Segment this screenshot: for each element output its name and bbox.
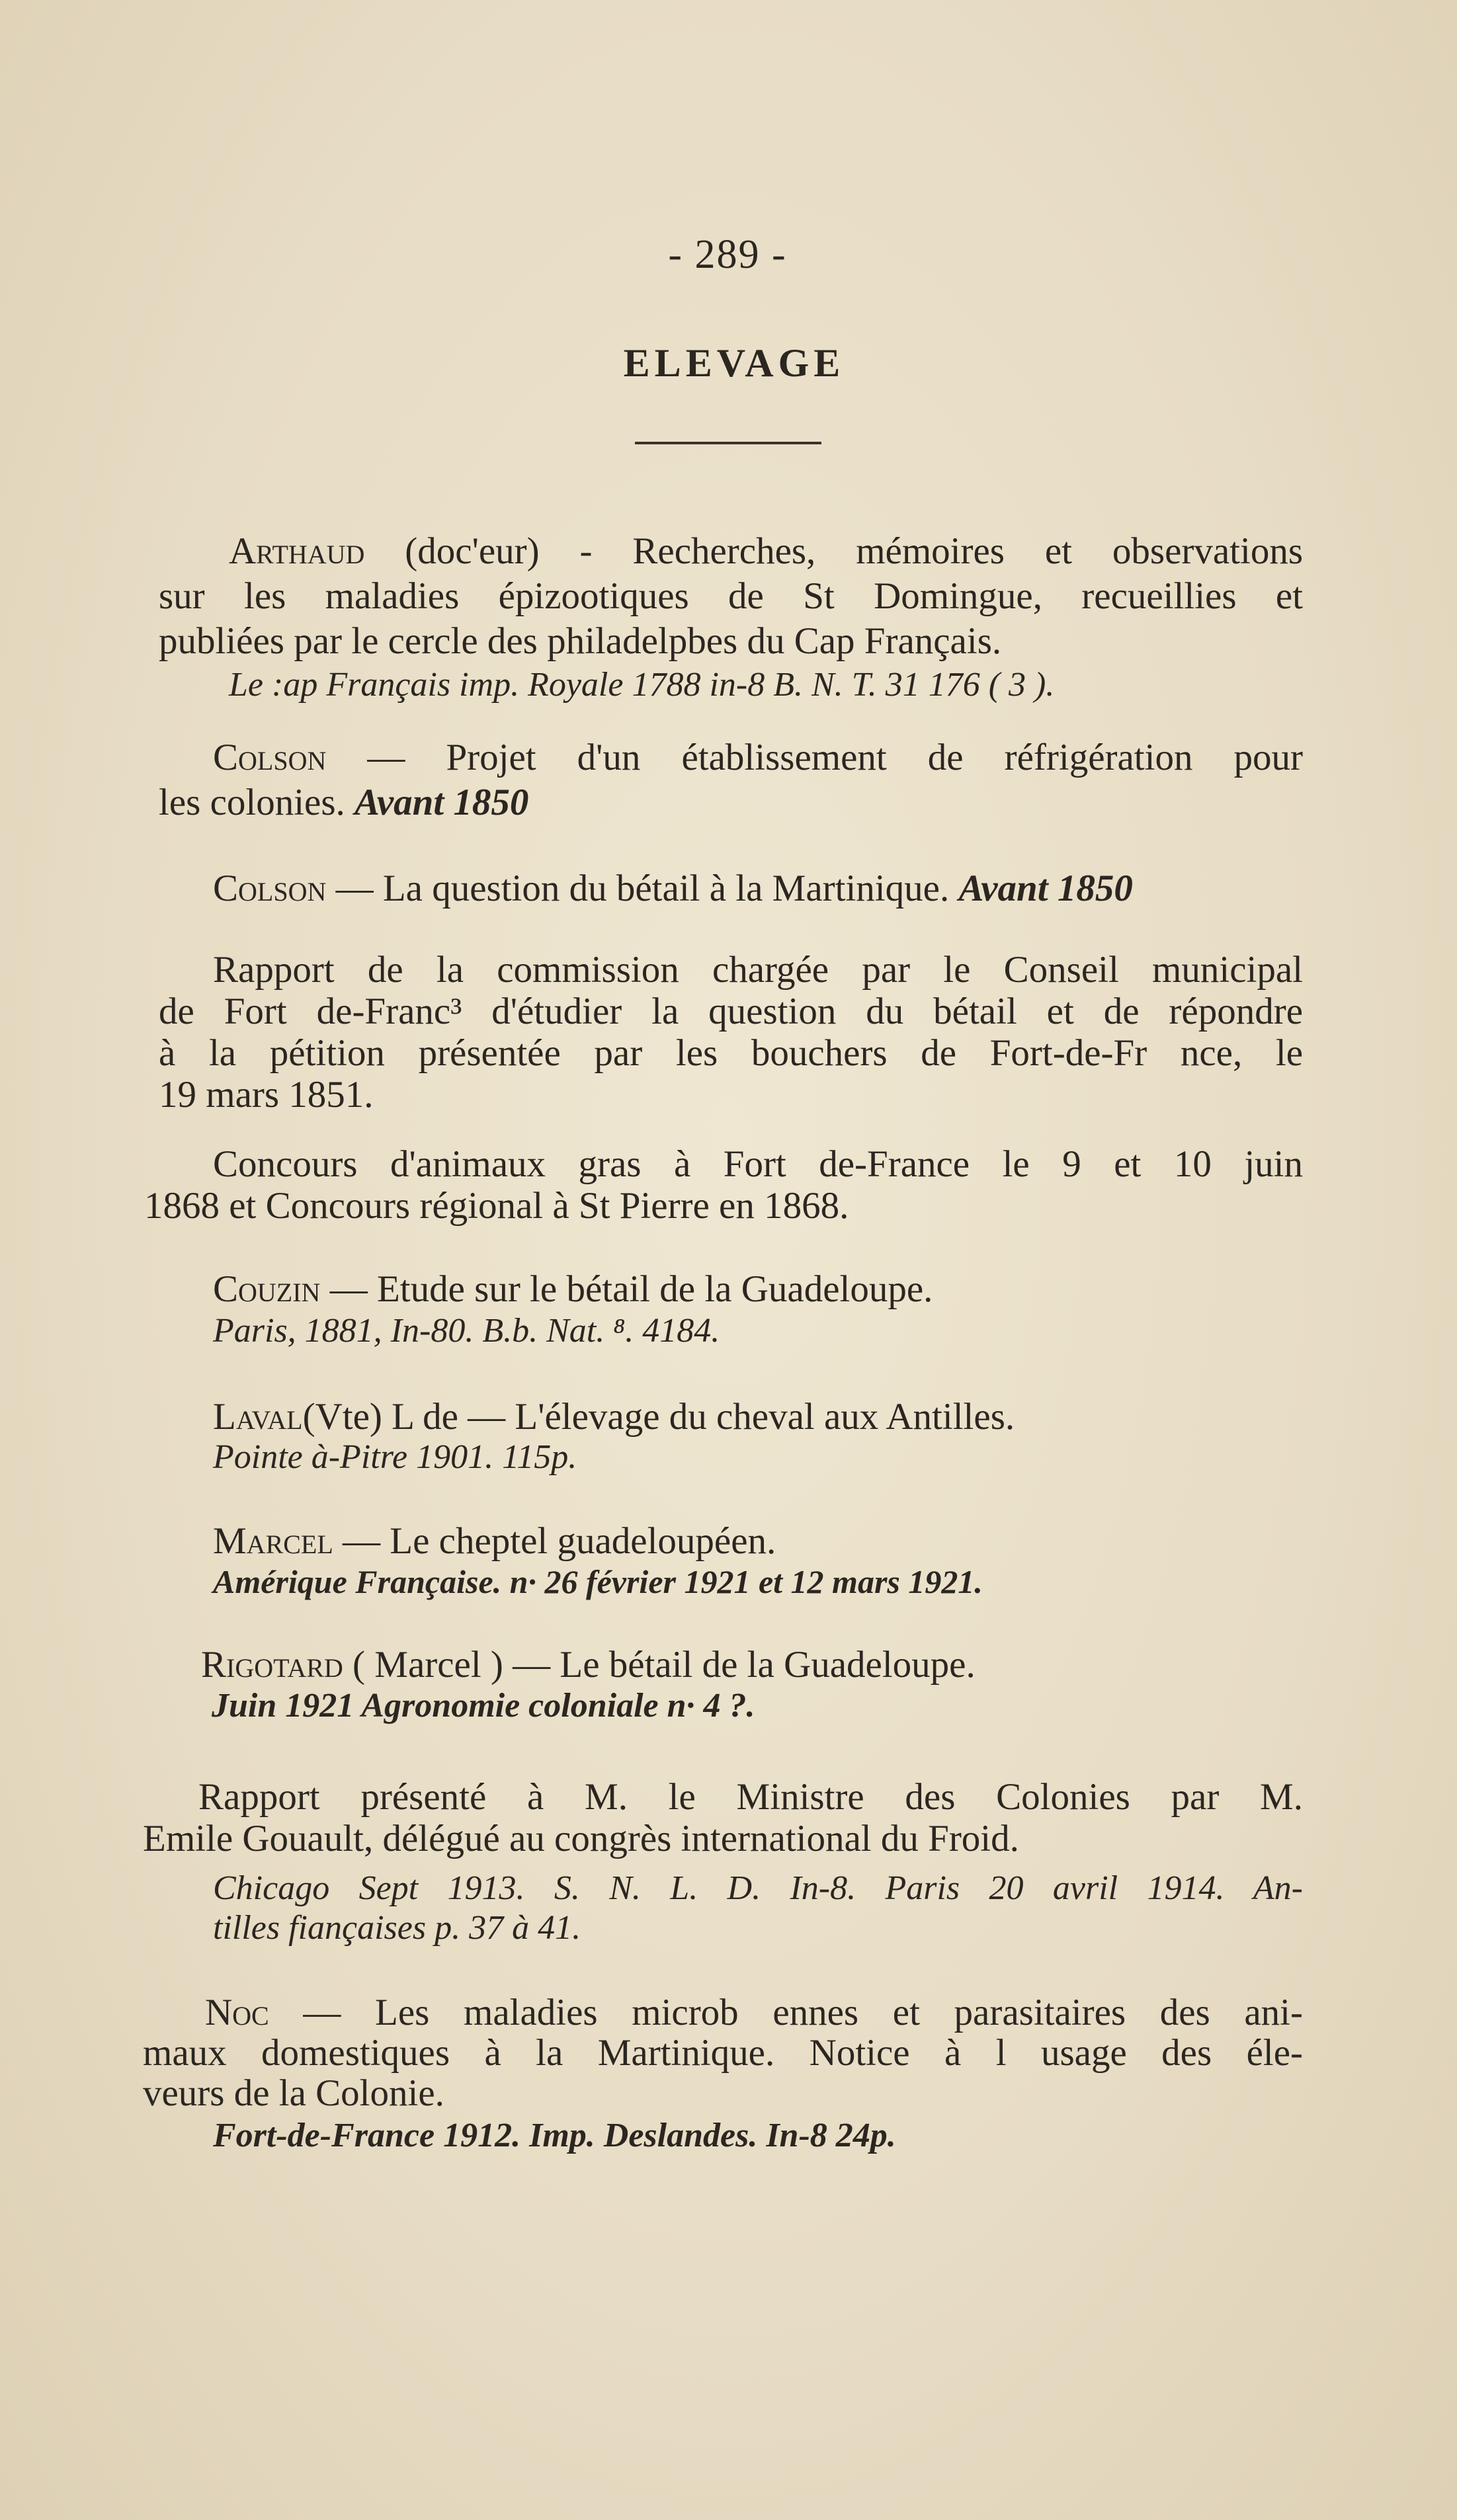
entry-colson-1-line-2: les colonies. Avant 1850	[159, 782, 529, 823]
author-name: Arthaud	[229, 530, 365, 572]
entry-colson-1-line-1: Colson — Projet d'un établissement de réfrigération pour	[213, 737, 1303, 778]
entry-rapport-commission-line-4: 19 mars 1851.	[159, 1074, 374, 1116]
entry-arthaud-citation: Le :ap Français imp. Royale 1788 in-8 B. N. T. 31 176 ( 3 ).	[229, 666, 1055, 704]
section-heading: ELEVAGE	[623, 341, 845, 385]
entry-concours-line-1: Concours d'animaux gras à Fort de-France le 9 et 10 juin	[213, 1143, 1303, 1185]
entry-couzin-citation: Paris, 1881, In-80. B.b. Nat. ⁸. 4184.	[213, 1312, 720, 1350]
entry-noc-citation: Fort-de-France 1912. Imp. Deslandes. In-8 24p.	[213, 2117, 896, 2154]
heading-rule	[635, 442, 821, 444]
entry-rapport-gouault-line-1: Rapport présenté à M. le Ministre des Colonies par M.	[198, 1776, 1303, 1818]
entry-rigotard-line-1: Rigotard ( Marcel ) — Le bétail de la Guadeloupe.	[201, 1644, 976, 1686]
entry-couzin-line-1: Couzin — Etude sur le bétail de la Guadeloupe.	[213, 1268, 933, 1310]
entry-rapport-gouault-citation-2: tilles fiançaises p. 37 à 41.	[213, 1909, 581, 1947]
entry-noc-line-1: Noc — Les maladies microb ennes et parasitaires des ani-	[205, 1992, 1303, 2033]
entry-rapport-commission-line-2: de Fort de-Franc³ d'étudier la question du bétail et de répondre	[159, 991, 1303, 1032]
entry-noc-line-2: maux domestiques à la Martinique. Notice à l usage des éle-	[143, 2032, 1303, 2074]
page-number: - 289 -	[668, 232, 787, 277]
entry-rigotard-citation: Juin 1921 Agronomie coloniale n· 4 ?.	[212, 1687, 755, 1725]
entry-noc-line-3: veurs de la Colonie.	[143, 2072, 444, 2114]
author-name: Colson	[213, 868, 327, 909]
entry-rapport-gouault-line-2: Emile Gouault, délégué au congrès international du Froid.	[143, 1818, 1019, 1859]
entry-concours-line-2: 1868 et Concours régional à St Pierre en 1868.	[144, 1185, 849, 1227]
entry-rapport-gouault-citation-1: Chicago Sept 1913. S. N. L. D. In-8. Paris 20 avril 1914. An-	[213, 1869, 1303, 1907]
entry-rapport-commission-line-3: à la pétition présentée par les bouchers de Fort-de-Fr nce, le	[159, 1032, 1303, 1074]
entry-rapport-commission-line-1: Rapport de la commission chargée par le Conseil municipal	[213, 949, 1303, 991]
entry-laval-citation: Pointe à-Pitre 1901. 115p.	[213, 1438, 577, 1476]
entry-arthaud-line-3: publiées par le cercle des philadelpbes du Cap Français.	[159, 620, 1002, 662]
author-name: Couzin	[213, 1268, 321, 1310]
author-name: Rigotard	[201, 1644, 343, 1686]
entry-marcel-line-1: Marcel — Le cheptel guadeloupéen.	[213, 1520, 776, 1562]
author-name: Marcel	[213, 1520, 333, 1562]
entry-arthaud-line-1: Arthaud (doc'eur) - Recherches, mémoires et observations	[229, 530, 1303, 572]
entry-marcel-citation: Amérique Française. n· 26 février 1921 et 12 mars 1921.	[213, 1563, 983, 1600]
author-name: Laval	[213, 1396, 303, 1438]
entry-arthaud-line-2: sur les maladies épizootiques de St Domingue, recueillies et	[159, 575, 1303, 617]
author-name: Noc	[205, 1992, 269, 2033]
author-name: Colson	[213, 737, 327, 778]
entry-colson-2-line-1: Colson — La question du bétail à la Martinique. Avant 1850	[213, 868, 1133, 909]
entry-laval-line-1: Laval(Vte) L de — L'élevage du cheval aux Antilles.	[213, 1396, 1015, 1438]
